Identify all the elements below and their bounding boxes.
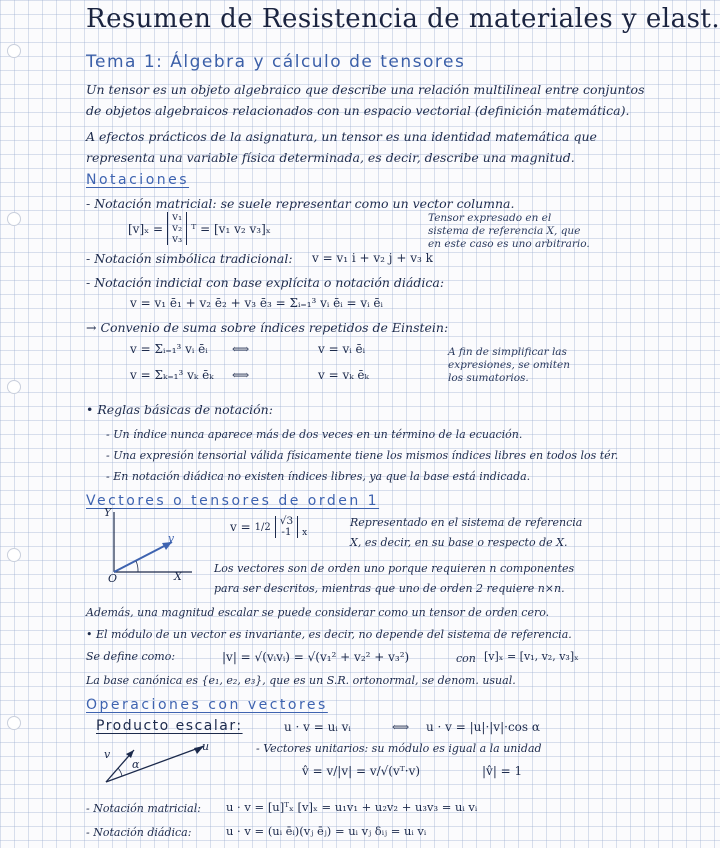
binder-hole (7, 380, 21, 394)
vector-column (275, 516, 298, 538)
angle-arc (136, 561, 138, 572)
dot-formula-geometric: u · v = |u|·|v|·cos α (426, 720, 540, 734)
matrix-notation-label: - Notación matricial: se suele representar como un vector columna. (86, 196, 515, 211)
vector-fraction: 1/2 (254, 521, 271, 533)
matrix-formula (128, 212, 271, 245)
vector-u-line (106, 746, 204, 782)
modulus-formula: |v| = √(vᵢvᵢ) = √(v₁² + v₂² + v₃²) (222, 650, 410, 664)
scalar-line: Además, una magnitud escalar se puede considerar como un tensor de orden cero. (86, 606, 550, 619)
components-formula: [v]ₓ = [v₁, v₂, v₃]ₓ (484, 650, 579, 663)
unit-vector-label: - Vectores unitarios: su módulo es igual a la unidad (256, 742, 542, 755)
rule-item: - Una expresión tensorial válida físicamente tiene los mismos índices libres en todos los tér. (106, 449, 619, 462)
symbolic-formula: v = v₁ i + v₂ j + v₃ k (312, 251, 433, 265)
binder-hole (7, 548, 21, 562)
einstein-left: v = Σₖ₌₁³ vₖ ēₖ (130, 368, 214, 382)
intro-line: de objetos algebraicos relacionados con un espacio vectorial (definición matemática). (86, 103, 630, 118)
rule-item: - En notación diádica no existen índices libres, ya que la base está indicada. (106, 470, 531, 483)
vector-lhs: v = (230, 520, 251, 534)
einstein-label: → Convenio de suma sobre índices repetidos de Einstein: (86, 320, 449, 335)
vector-entry: √3 (279, 515, 294, 527)
vector-desc: X, es decir, en su base o respecto de X. (350, 536, 568, 549)
diagram-label-alpha: α (132, 758, 140, 771)
equivalence-arrow: ⟺ (232, 368, 250, 382)
einstein-left: v = Σᵢ₌₁³ vᵢ ēᵢ (130, 342, 208, 356)
index-label: - Notación indicial con base explícita o notación diádica: (86, 275, 445, 290)
dot-product-heading: Producto escalar: (96, 718, 243, 734)
rules-label: • Reglas básicas de notación: (86, 402, 273, 417)
matrix-dot-label: - Notación matricial: (86, 802, 201, 815)
axis-label-y: Y (104, 506, 112, 519)
equivalence-arrow: ⟺ (392, 720, 410, 734)
einstein-right: v = vᵢ ēᵢ (318, 342, 365, 356)
vector-label: v (168, 532, 175, 545)
binder-hole (7, 212, 21, 226)
einstein-right: v = vₖ ēₖ (318, 368, 369, 382)
vector-entry: -1 (281, 526, 292, 538)
vector-subscript: x (302, 528, 308, 538)
matrix-entry: v₂ (172, 222, 183, 234)
intro-line: Un tensor es un objeto algebraico que describe una relación multilineal entre conjuntos (86, 82, 645, 97)
intro-line: A efectos prácticos de la asignatura, un tensor es una identidad matemática que (86, 129, 597, 144)
angle-arc (118, 768, 122, 776)
matrix-note: Tensor expresado en el sistema de referencia X, que en este caso es uno arbitrario. (428, 212, 590, 250)
diagram-label-u: u (202, 740, 210, 753)
matrix-dot-formula: u · v = [u]ᵀₓ [v]ₓ = u₁v₁ + u₂v₂ + u₃v₃ = uᵢ vᵢ (226, 800, 478, 814)
order-text: Los vectores son de orden uno porque requieren n componentes (214, 562, 575, 575)
con-text: con (456, 652, 476, 665)
origin-label: O (108, 572, 118, 585)
defined-as: Se define como: (86, 650, 176, 663)
symbolic-label: - Notación simbólica tradicional: (86, 251, 293, 266)
vector-desc: Representado en el sistema de referencia (350, 516, 583, 529)
einstein-note: A fin de simplificar las expresiones, se omiten los sumatorios. (448, 346, 570, 384)
intro-line: representa una variable física determinada, es decir, describe una magnitud. (86, 150, 575, 165)
matrix-rhs: ᵀ = [v₁ v₂ v₃]ₓ (191, 221, 271, 236)
diagram-label-v: v (104, 748, 111, 761)
axis-label-x: X (174, 570, 182, 583)
dyadic-dot-label: - Notación diádica: (86, 826, 192, 839)
vector-arrow (114, 542, 172, 572)
matrix-entry: v₁ (172, 211, 183, 223)
matrix-entry: v₃ (172, 233, 183, 245)
matrix-column (167, 212, 187, 245)
order-text: para ser descritos, mientras que uno de orden 2 requiere n×n. (214, 582, 565, 595)
binder-hole (7, 716, 21, 730)
section-heading-vectores: Vectores o tensores de orden 1 (86, 493, 380, 509)
vector-formula (230, 516, 307, 538)
equivalence-arrow: ⟺ (232, 342, 250, 356)
dyadic-dot-formula: u · v = (uᵢ ēᵢ)(vⱼ ēⱼ) = uᵢ vⱼ δᵢⱼ = uᵢ vᵢ (226, 824, 427, 838)
unit-norm: |v̂| = 1 (482, 764, 523, 778)
dot-formula: u · v = uᵢ vᵢ (284, 720, 351, 734)
section-heading-operaciones: Operaciones con vectores (86, 697, 328, 713)
matrix-lhs: [v]ₓ = (128, 221, 164, 236)
modulus-line: • El módulo de un vector es invariante, es decir, no depende del sistema de referencia. (86, 628, 572, 641)
rule-item: - Un índice nunca aparece más de dos veces en un término de la ecuación. (106, 428, 523, 441)
topic-heading: Tema 1: Álgebra y cálculo de tensores (86, 52, 466, 72)
page-title: Resumen de Resistencia de materiales y elast. (86, 4, 720, 34)
dot-product-diagram (94, 740, 214, 790)
section-heading-notaciones: Notaciones (86, 172, 190, 188)
unit-vector-formula: v̂ = v/|v| = v/√(vᵀ·v) (302, 764, 421, 778)
base-line: La base canónica es {e₁, e₂, e₃}, que es un S.R. ortonormal, se denom. usual. (86, 674, 516, 687)
binder-hole (7, 44, 21, 58)
index-formula: v = v₁ ē₁ + v₂ ē₂ + v₃ ē₃ = Σᵢ₌₁³ vᵢ ēᵢ = vᵢ ēᵢ (130, 296, 383, 310)
